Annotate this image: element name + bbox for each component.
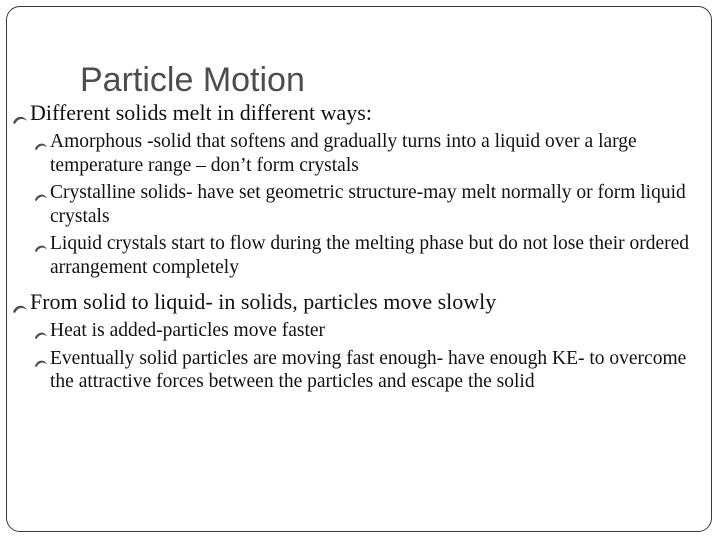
bullet-text: Amorphous -solid that softens and gradually turns into a liquid over a large temperature range – don’t form crystals — [50, 131, 637, 176]
bullet-text: Crystalline solids- have set geometric structure-may melt normally or form liquid crystals — [50, 182, 686, 227]
bullet-text: Heat is added-particles move faster — [50, 320, 326, 341]
slide-title: Particle Motion — [80, 61, 305, 99]
bullet-item — [12, 130, 710, 177]
swirl-bullet-icon — [12, 295, 28, 321]
bullet-item — [12, 100, 712, 126]
bullet-text: From solid to liquid- in solids, particles move slowly — [30, 289, 497, 314]
swirl-bullet-icon — [34, 237, 48, 261]
bullet-item — [12, 319, 710, 343]
bullet-item — [12, 232, 710, 279]
bullet-item — [12, 181, 710, 228]
bullet-list — [12, 100, 712, 394]
swirl-bullet-icon — [12, 106, 28, 132]
bullet-item — [12, 289, 712, 315]
bullet-text: Eventually solid particles are moving fast enough- have enough KE- to overcome the attractive forces between the particles and escape the solid — [50, 347, 687, 392]
bullet-item — [12, 347, 710, 394]
swirl-bullet-icon — [34, 324, 48, 348]
bullet-text: Liquid crystals start to flow during the melting phase but do not lose their ordered arrangement completely — [50, 233, 690, 278]
swirl-bullet-icon — [34, 352, 48, 376]
bullet-text: Different solids melt in different ways: — [30, 100, 372, 125]
swirl-bullet-icon — [34, 186, 48, 210]
swirl-bullet-icon — [34, 135, 48, 159]
